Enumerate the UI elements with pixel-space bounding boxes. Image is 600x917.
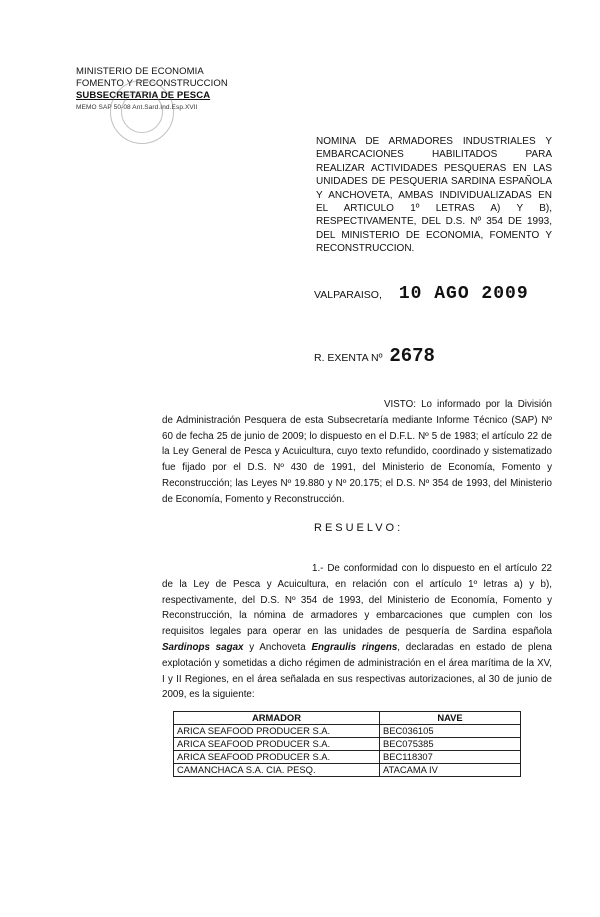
letterhead-ministry: MINISTERIO DE ECONOMIA (76, 66, 204, 77)
resolution-number: 2678 (389, 345, 435, 367)
visto-lead: VISTO: (384, 399, 416, 410)
letterhead-ministry-sub: FOMENTO Y RECONSTRUCCION (76, 78, 228, 89)
date-stamp: 10 AGO 2009 (398, 284, 529, 304)
col-nave-header: NAVE (380, 712, 521, 725)
armador-cell: ARICA SEAFOOD PRODUCER S.A. (174, 738, 380, 751)
table-row (174, 751, 521, 764)
resolution-number-line (314, 345, 435, 367)
table-row (174, 738, 521, 751)
visto-paragraph (162, 397, 552, 508)
resolution-label: R. EXENTA Nº (314, 352, 383, 364)
p1-text-b: y Anchoveta (243, 641, 312, 653)
document-title: NOMINA DE ARMADORES INDUSTRIALES Y EMBARCACIONES HABILITADOS PARA REALIZAR ACTIVIDADES PESQUERAS EN LAS UNIDADES DE PESQUERIA SARDINA ESPAÑOLA Y ANCHOVETA, AMBAS INDIVIDUALIZADAS EN EL ARTICULO 1º LETRAS A) Y B), RESPECTIVAMENTE, DEL D.S. Nº 354 DE 1993, DEL MINISTERIO DE ECONOMIA, FOMENTO Y RECONSTRUCCION. (316, 136, 552, 255)
nave-cell: ATACAMA IV (380, 764, 521, 777)
table-row (174, 764, 521, 777)
date-line (314, 284, 529, 304)
nave-cell: BEC118307 (380, 751, 521, 764)
resuelvo-heading: RESUELVO: (314, 522, 404, 534)
resolution-paragraph-1 (162, 561, 552, 703)
memo-reference: MEMO SAP 50-08 Ant.Sard.Ind.Esp.XVII (76, 104, 198, 111)
armador-cell: ARICA SEAFOOD PRODUCER S.A. (174, 725, 380, 738)
table-row (174, 725, 521, 738)
nave-cell: BEC075385 (380, 738, 521, 751)
table-header-row (174, 712, 521, 725)
nave-cell: BEC036105 (380, 725, 521, 738)
armador-cell: ARICA SEAFOOD PRODUCER S.A. (174, 751, 380, 764)
col-armador-header: ARMADOR (174, 712, 380, 725)
date-city: VALPARAISO, (314, 289, 382, 301)
p1-text-a: 1.- De conformidad con lo dispuesto en el artículo 22 de la Ley de Pesca y Acuicultura, en relación con el artículo 1º letras a) y b), respectivamente, del D.S. Nº 354 de 1993, del Ministerio de Economía, Fomento y Reconstrucción, la nómina de armadores y embarcaciones que cumplen con los requisitos legales para operar en las unidades de pesquería de Sardina española (162, 563, 552, 638)
armador-cell: CAMANCHACA S.A. CIA. PESQ. (174, 764, 380, 777)
official-seal-stamp (110, 80, 174, 144)
vessel-table (173, 711, 521, 777)
p1-text-c: , declaradas en estado de plena explotación y sometidas a dicho régimen de administración en el área marítima de la XV, I y II Regiones, en el área señalada en sus respectivas autorizaciones, al 30 de junio de 2009, es la siguiente: (162, 641, 553, 701)
visto-text: Lo informado por la División de Administración Pesquera de esta Subsecretaría mediante Informe Técnico (SAP) Nº 60 de fecha 25 de junio de 2009; lo dispuesto en el D.F.L. Nº 5 de 1983; el artículo 22 de la Ley General de Pesca y Acuicultura, cuyo texto refundido, coordinado y sistematizado fue fijado por el D.S. Nº 430 de 1991, del Ministerio de Economía, Fomento y Reconstrucción; las Leyes Nº 19.880 y Nº 20.175; el D.S. Nº 354 de 1993, del Ministerio de Economía, Fomento y Reconstrucción. (162, 399, 552, 505)
species-sardina: Sardinops sagax (162, 641, 244, 653)
species-anchoveta: Engraulis ringens (311, 641, 398, 653)
letterhead-subsecretaria: SUBSECRETARIA DE PESCA (76, 90, 211, 101)
